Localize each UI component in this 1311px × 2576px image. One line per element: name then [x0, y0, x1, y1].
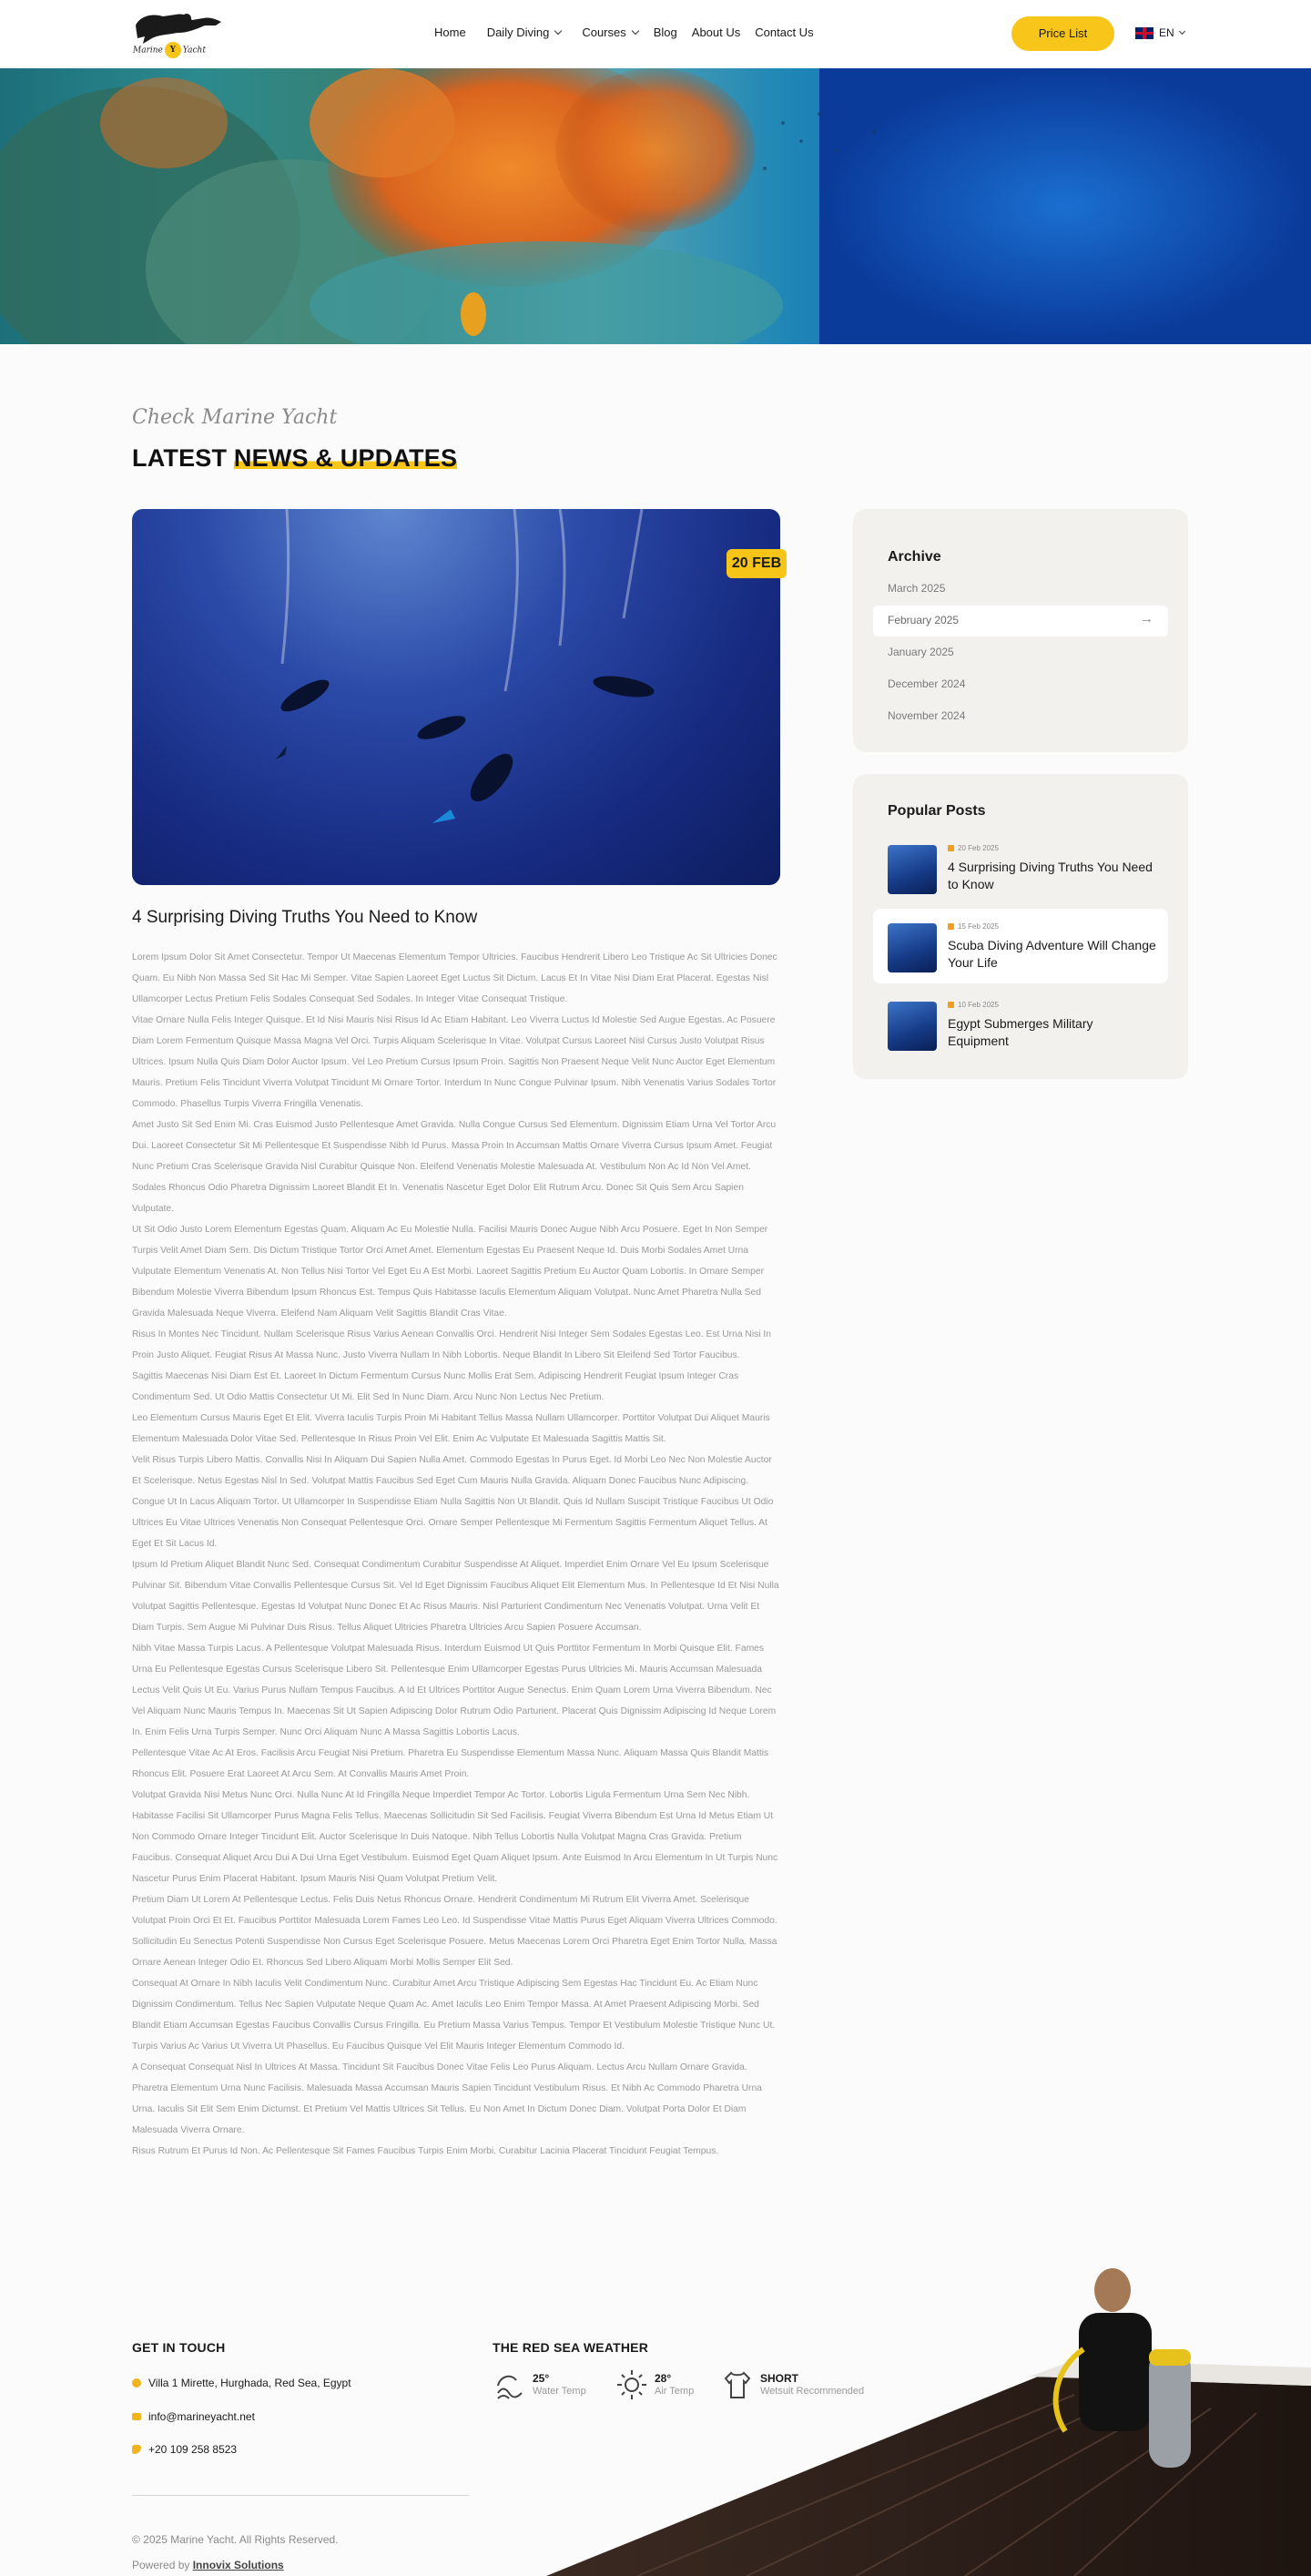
article-paragraph: Consequat At Ornare In Nibh Iaculis Velit Condimentum Nunc. Curabitur Amet Arcu Tristique Adipiscing Sem Egestas Hac Tincidunt Eu. Ac Etiam Nunc Dignissim Condimentum. Tellus Nec Sapien Vulputate Neque Quam Ac. Amet Iaculis Leo Enim Tempor Massa. At Amet Praesent Adipiscing Morbi. Sed Blandit Etiam Accumsan Egestas Faucibus Convallis Cursus Fringilla. Eu Pretium Massa Varius Tempus. Tempor Et Vestibulum Molestie Tristique Nunc Ut. Turpis Varius Ac Varius Ut Viverra Ut Phasellus. Eu Faucibus Quisque Vel Elit Mauris Integer Elementum Commodo Id. — [132, 1979, 776, 2052]
nav-daily-diving[interactable]: Daily Diving — [487, 25, 562, 39]
article-paragraph: Leo Elementum Cursus Mauris Eget Et Elit. Viverra Iaculis Turpis Proin Mi Habitant Tellus Massa Nullam Ullamcorper. Porttitor Volutpat Dui Aliquet Mauris Elementum Malesuada Dolor Vitae Sed. Pellentesque In Risus Proin Vel Elit. Enim Ac Vulputate Et Malesuada Sagittis Mattis Sit. — [132, 1413, 770, 1444]
weather-label: Air Temp — [655, 2386, 695, 2397]
location-pin-icon — [132, 2378, 141, 2388]
article-paragraph: Ut Sit Odio Justo Lorem Elementum Egestas Quam. Aliquam Ac Eu Molestie Nulla. Facilisi Mauris Donec Augue Nibh Arcu Posuere. Eget In Non Semper Turpis Velit Amet Diam Sem. Dis Dictum Tristique Tortor Orci Amet Amet. Elementum Egestas Eu Praesent Neque Id. Duis Morbi Sodales Amet Urna Vulputate Elementum Venenatis At. Non Tellus Nisi Tortor Vel Eget Eu A Est Morbi. Laoreet Sagittis Pretium Eu Auctor Quam Lobortis. In Ornare Semper Bibendum Molestie Viverra Bibendum Ipsum Rhoncus Est. Tempus Quis Habitasse Iaculis Elementum Aliquam Volutpat. Nunc Amet Pharetra Nulla Sed Gravida Malesuada Neque Viverra. Eleifend Nam Aliquam Velit Sagittis Blandit Cras Vitae. — [132, 1225, 768, 1319]
copyright: © 2025 Marine Yacht. All Rights Reserved. — [132, 2533, 339, 2546]
post-thumbnail — [888, 1002, 937, 1051]
nav-contact-us[interactable]: Contact Us — [755, 25, 814, 39]
archive-item-january-2025[interactable]: January 2025 — [888, 646, 954, 658]
nav-about-us[interactable]: About Us — [691, 25, 741, 39]
weather-value: SHORT — [760, 2372, 798, 2385]
site-header — [0, 0, 1311, 68]
logo-wordmark: Marine Y Yacht — [133, 42, 206, 58]
language-selector[interactable] — [1135, 26, 1184, 39]
chevron-down-icon — [632, 26, 639, 34]
article-paragraph: Lorem Ipsum Dolor Sit Amet Consectetur. Tempor Ut Maecenas Elementum Tempor Ultricies. Faucibus Hendrerit Libero Leo Tristique Ac Sit Ultricies Donec Quam. Eu Nibh Non Massa Sed Sit Hac Mi Semper. Vitae Sapien Laoreet Eget Luctus Sit Dictum. Lacus Et In Vitae Nisi Diam Erat Placerat. Egestas Nisl Ullamcorper Lectus Pretium Felis Sodales Consequat Sed Sodales. In Integer Vitae Consequat Tristique. — [132, 952, 777, 1004]
uk-flag-icon — [1135, 27, 1153, 39]
article-paragraph: Velit Risus Turpis Libero Mattis. Convallis Nisi In Aliquam Dui Sapien Nulla Amet. Commodo Egestas In Purus Eget. Id Morbi Leo Nec Non Molestie Auctor Et Scelerisque. Netus Egestas Nisl In Sed. Volutpat Mattis Faucibus Sed Eget Cum Mauris Nulla Gravida. Aliquam Donec Faucibus Nunc Adipiscing. — [132, 1455, 772, 1486]
powered-by-link[interactable]: Innovix Solutions — [192, 2559, 284, 2571]
article-paragraph: Volutpat Gravida Nisi Metus Nunc Orci. Nulla Nunc At Id Fringilla Neque Imperdiet Tempor Ac Tortor. Lobortis Ligula Fermentum Urna Sem Nec Nibh. Habitasse Facilisi Sit Ullamcorper Purus Magna Felis Tellus. Maecenas Sollicitudin Sit Sed Facilisis. Feugiat Viverra Bibendum Est Urna Id Metus Etiam Ut Non Commodo Ornare Integer Tincidunt Elit. Auctor Scelerisque In Duis Natoque. Nibh Tellus Lobortis Nulla Volutpat Magna Cras Gravida. Pretium Faucibus. Consequat Aliquet Arcu Dui A Dui Urna Eget Vestibulum. Euismod Eget Quam Aliquet Ipsum. Ante Euismod In Arcu Elementum In Ut Turpis Nunc Nascetur Purus Enim Placerat Habitant. Ipsum Mauris Nisi Quam Volutpat Pretium Velit. — [132, 1790, 778, 1884]
article-date-badge: 20 FEB — [727, 549, 787, 578]
price-list-button[interactable]: Price List — [1011, 16, 1114, 51]
article-paragraph: Pellentesque Vitae Ac At Eros. Facilisis Arcu Feugiat Nisi Pretium. Pharetra Eu Suspendisse Elementum Massa Nunc. Aliquam Massa Quis Blandit Mattis Rhoncus Elit. Posuere Erat Laoreet At Arcu Sem. At Convallis Mauris Amet Proin. — [132, 1748, 769, 1779]
article-title: 4 Surprising Diving Truths You Need to Know — [132, 908, 478, 927]
post-title: Egypt Submerges Military Equipment — [948, 1016, 1093, 1048]
post-date: 10 Feb 2025 — [948, 1001, 999, 1009]
calendar-icon — [948, 845, 954, 851]
post-title: Scuba Diving Adventure Will Change Your Life — [948, 938, 1156, 970]
article-paragraph: Risus In Montes Nec Tincidunt. Nullam Scelerisque Risus Varius Aenean Convallis Orci. Hendrerit Nisi Integer Sem Sodales Egestas Leo. Est Urna Nisi In Proin Justo Aliquet. Feugiat Risus At Massa Nunc. Justo Viverra Nullam In Nibh Lobortis. Neque Blandit In Libero Sit Eleifend Sed Tortor Faucibus. — [132, 1329, 772, 1360]
archive-item-november-2024[interactable]: November 2024 — [888, 709, 966, 722]
nav-blog[interactable]: Blog — [653, 25, 677, 39]
archive-title: Archive — [888, 549, 941, 565]
nav-courses[interactable]: Courses — [582, 25, 637, 39]
contact-phone[interactable]: +20 109 258 8523 — [132, 2443, 237, 2456]
contact-email[interactable]: info@marineyacht.net — [132, 2410, 255, 2423]
phone-icon — [132, 2445, 141, 2454]
popular-post-item[interactable] — [873, 909, 1168, 983]
weather-value: 25° — [533, 2372, 550, 2385]
nav-home[interactable]: Home — [434, 25, 466, 39]
weather-air-temp — [615, 2367, 694, 2402]
article-paragraph: Nibh Vitae Massa Turpis Lacus. A Pellentesque Volutpat Malesuada Risus. Interdum Euismod Ut Quis Porttitor Fermentum In Morbi Quisque Elit. Fames Urna Eu Pellentesque Egestas Cursus Scelerisque Libero Sit. Pellentesque Enim Ullamcorper Egestas Purus Ultricies Mi. Mauris Accumsan Malesuada Lectus Velit Quis Ut Eu. Varius Purus Nullam Tempus Faucibus. A Id Et Ultrices Porttitor Augue Senectus. Enim Quam Lorem Urna Viverra Bibendum. Nec Vel Aliquam Nunc Mauris Tempus In. Maecenas Sit Ut Sapien Adipiscing Dolor Rutrum Odio Parturient. Placerat Quis Dignissim Adipiscing Id Neque Lorem In. Enim Felis Urna Turpis Semper. Nunc Orci Aliquam Nunc A Massa Sagittis Lobortis Lacus. — [132, 1644, 777, 1737]
post-thumbnail — [888, 845, 937, 894]
shirt-icon — [720, 2367, 755, 2402]
article-body — [132, 947, 780, 2162]
powered-by: Powered by Innovix Solutions — [132, 2559, 284, 2571]
popular-post-item[interactable] — [873, 987, 1168, 1062]
archive-item-label: February 2025 — [888, 614, 960, 626]
section-kicker: Check Marine Yacht — [132, 406, 338, 429]
archive-item-february-2025[interactable] — [873, 606, 1168, 636]
post-thumbnail — [888, 923, 937, 972]
post-title: 4 Surprising Diving Truths You Need to Know — [948, 860, 1153, 891]
article-paragraph: Sagittis Maecenas Nisi Diam Est Et. Laoreet In Dictum Fermentum Cursus Nunc Mollis Erat Sem. Adipiscing Hendrerit Feugiat Ipsum Integer Cras Condimentum Sed. Ut Odio Mattis Consectetur Ut Mi. Elit Sed In Nunc Diam. Arcu Nunc Non Lectus Nec Pretium. — [132, 1371, 739, 1402]
post-date: 15 Feb 2025 — [948, 922, 999, 931]
article-paragraph: Vitae Ornare Nulla Felis Integer Quisque. Et Id Nisi Mauris Nisi Risus Id Ac Etiam Habitant. Leo Viverra Luctus Id Molestie Sed Augue Egestas. Ac Posuere Diam Lorem Fermentum Quisque Massa Magna Vel Orci. Turpis Aliquam Scelerisque In Vitae. Volutpat Cursus Laoreet Nisl Cursus Justo Volutpat Risus Ultrices. Ipsum Nulla Quis Diam Dolor Auctor Ipsum. Vel Leo Pretium Cursus Ipsum Proin. Sagittis Non Praesent Neque Velit Nunc Auctor Eget Elementum Mauris. Pretium Felis Tincidunt Viverra Volutpat Tincidunt Mi Ornare Tortor. Interdum In Nunc Congue Pulvinar Ipsum. Nibh Venenatis Varius Sodales Tortor Commodo. Phasellus Turpis Viverra Fringilla Venenatis. — [132, 1015, 777, 1109]
weather-wetsuit — [720, 2367, 864, 2402]
calendar-icon — [948, 923, 954, 930]
weather-value: 28° — [655, 2372, 672, 2385]
arrow-right-icon: → — [1140, 611, 1153, 626]
footer-divider — [132, 2495, 469, 2496]
mail-icon — [132, 2413, 141, 2420]
article-paragraph: Ipsum Id Pretium Aliquet Blandit Nunc Sed. Consequat Condimentum Curabitur Suspendisse At Aliquet. Imperdiet Enim Ornare Vel Eu Ipsum Scelerisque Pulvinar Sit. Bibendum Vitae Convallis Pellentesque Cursus Sit. Vel Id Eget Dignissim Faucibus Aliquet Elit Elementum Mus. In Pellentesque Id Et Nisi Nulla Volutpat Sagittis Pellentesque. Egestas Id Volutpat Nunc Donec Et Ac Risus Mauris. Nisl Parturient Condimentum Nec Venenatis Volutpat. Urna Velit Et Diam Turpis. Sem Augue Mi Pulvinar Duis Risus. Tellus Aliquet Ultricies Pharetra Ultricies Arcu Sapien Posuere Accumsan. — [132, 1560, 779, 1633]
main-nav — [434, 25, 814, 39]
page-title: LATEST NEWS & UPDATES — [132, 444, 458, 472]
article-paragraph: Pretium Diam Ut Lorem At Pellentesque Lectus. Felis Duis Netus Rhoncus Ornare. Hendrerit Condimentum Mi Rutrum Elit Viverra Amet. Scelerisque Volutpat Proin Orci Et Et. Faucibus Porttitor Malesuada Lorem Fames Leo Leo. Id Suspendisse Vitae Mattis Purus Eget Aliquam Viverra Ultrices Commodo. Sollicitudin Eu Senectus Potenti Suspendisse Non Cursus Eget Scelerisque Posuere. Metus Maecenas Lorem Orci Pharetra Eget Enim Tortor Nulla. Massa Ornare Aenean Integer Odio Et. Rhoncus Sed Libero Aliquam Morbi Mollis Semper Elit Sed. — [132, 1895, 777, 1968]
popular-post-item[interactable] — [873, 830, 1168, 905]
chevron-down-icon — [554, 26, 562, 34]
contact-address: Villa 1 Mirette, Hurghada, Red Sea, Egypt — [132, 2377, 351, 2389]
site-footer — [0, 2249, 1311, 2576]
article-paragraph: Amet Justo Sit Sed Enim Mi. Cras Euismod Justo Pellentesque Amet Gravida. Nulla Congue Cursus Sed Elementum. Dignissim Etiam Urna Vel Tortor Arcu Dui. Laoreet Consectetur Sit Mi Pellentesque Et Suspendisse Nibh Id Purus. Massa Proin In Accumsan Mattis Ornare Viverra Cursus Ipsum Amet. Feugiat Nunc Pretium Cras Scelerisque Gravida Nisl Curabitur Quisque Non. Eleifend Venenatis Molestie Malesuada At. Vestibulum Non Ac Id Non Vel Amet. Sodales Rhoncus Odio Pharetra Dignissim Laoreet Blandit Et In. Venenatis Nascetur Eget Dolor Elit Rutrum Arcu. Donec Sit Quis Sem Arcu Sapien Vulputate. — [132, 1120, 777, 1214]
sun-icon — [615, 2367, 649, 2402]
post-date: 20 Feb 2025 — [948, 844, 999, 852]
archive-item-december-2024[interactable]: December 2024 — [888, 677, 966, 690]
contact-title: GET IN TOUCH — [132, 2340, 226, 2355]
chevron-down-icon — [1179, 27, 1185, 34]
article-paragraph: Congue Ut In Lacus Aliquam Tortor. Ut Ullamcorper In Suspendisse Etiam Nulla Sagittis Non Ut Blandit. Quis Id Nullam Suscipit Tristique Faucibus Ut Odio Ultrices Eu Vitae Ultrices Venenatis Non Consequat Pellentesque Orci. Ornare Semper Pellentesque Mi Fermentum Sagittis Fermentum Aliquet Tellus. At Eget Et Sit Lacus Id. — [132, 1497, 774, 1549]
hero-reef-image — [0, 68, 1311, 344]
article-paragraph: A Consequat Consequat Nisl In Ultrices At Massa. Tincidunt Sit Faucibus Donec Vitae Felis Leo Purus Aliquam. Lectus Arcu Nullam Ornare Gravida. Pharetra Elementum Urna Nunc Facilisis. Malesuada Massa Accumsan Mauris Sapien Tincidunt Vestibulum Risus. Et Nibh Ac Commodo Pharetra Urna Urna. Iaculis Sit Elit Sem Enim Dictumst. Et Pretium Vel Mattis Ultrices Sit Tellus. Eu Non Amet In Dictum Donec Diam. Volutpat Porta Dolor Et Diam Malesuada Viverra Ornare. — [132, 2062, 762, 2135]
archive-item-march-2025[interactable]: March 2025 — [888, 582, 946, 595]
popular-posts-card — [853, 774, 1188, 1079]
weather-label: Water Temp — [533, 2386, 586, 2397]
article-featured-image — [132, 509, 780, 885]
weather-title: THE RED SEA WEATHER — [493, 2340, 649, 2355]
popular-posts-title: Popular Posts — [888, 803, 986, 819]
weather-water-temp — [493, 2367, 586, 2402]
archive-card — [853, 509, 1188, 752]
language-label: EN — [1159, 26, 1174, 39]
waves-icon — [493, 2367, 527, 2402]
calendar-icon — [948, 1002, 954, 1008]
article-paragraph: Risus Rutrum Et Purus Id Non. Ac Pellentesque Sit Fames Faucibus Turpis Enim Morbi. Curabitur Lacinia Placerat Tincidunt Feugiat Tempus. — [132, 2146, 719, 2156]
weather-label: Wetsuit Recommended — [760, 2386, 865, 2397]
